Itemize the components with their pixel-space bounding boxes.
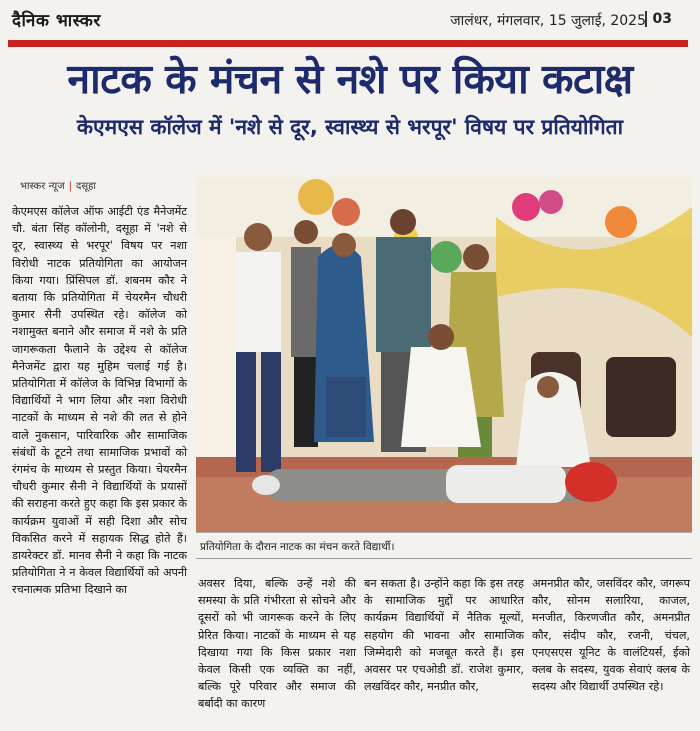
article-column-4: अमनप्रीत कौर, जसविंदर कौर, जगरूप कौर, सोनम सलारिया, काजल, मनजीत, किरणजीत कौर, अमनप्रीत कौर, संदीप कौर, रजनी, चंचल, एनएसएस यूनिट के वालंटियर्स, ईको क्लब के सदस्य, युवक सेवाएं क्लब के सदस्य और विद्यार्थी उपस्थित रहे। — [532, 577, 690, 694]
masthead — [8, 6, 694, 36]
byline-place: दसूहा — [76, 181, 96, 192]
column-divider — [196, 558, 692, 559]
newspaper-logo: दैनिक भास्कर — [12, 11, 101, 31]
article-column-2: अवसर दिया, बल्कि उन्हें नशे की समस्या के प्रति गंभीरता से सोचने और दूसरों को भी जागरूक करने के लिए प्रेरित किया। नाटकों के माध्यम से यह दिखाया गया कि किस प्रकार नशा केवल किसी एक व्यक्ति का नहीं, बल्कि पूरे परिवार और समाज की बर्बादी का कारण — [198, 577, 356, 711]
byline: भास्कर न्यूज | दसूहा — [20, 181, 96, 192]
article-column-1: केएमएस कॉलेज ऑफ आईटी एंड मैनेजमेंट चौ. बंता सिंह कॉलोनी, दसूहा में 'नशे से दूर, स्वास्थ्य से भरपूर' विषय पर नशा विरोधी नाटक प्रतियोगिता का आयोजन किया गया। प्रिंसिपल डॉ. शबनम कौर ने बताया कि प्रतियोगिता में चेयरमैन चौधरी कुमार सैनी उपस्थित रहे। कॉलेज को नशामुक्त बनाने और समाज में नशे के प्रति जागरूकता फैलाने के उद्देश्य से कॉलेज मैनेजमेंट द्वारा यह मुहिम चलाई गई है। प्रतियोगिता में कॉलेज के विभिन्न विभागों के विद्यार्थियों ने भाग लिया और नशा विरोधी नाटकों के माध्यम से नशे की लत से होने वाले नुकसान, पारिवारिक और सामाजिक संबंधों के टूटने तथा सामाजिक प्रभावों को रंगमंच के माध्यम से प्रस्तुत किया। चेयरमैन चौधरी कुमार सैनी ने विद्यार्थियों के प्रयासों की सराहना करते हुए कहा कि इस प्रकार के कार्यक्रम युवाओं में सही दिशा और सोच विकसित करने में सहायक सिद्ध होते हैं। डायरेक्टर डॉ. मानव सैनी ने कहा कि नाटक प्रतियोगिता ने न केवल विद्यार्थियों को अपनी रचनात्मक प्रतिभा दिखाने का — [12, 205, 187, 597]
dateline: जालंधर, मंगलवार, 15 जुलाई, 2025 — [450, 13, 646, 29]
news-photo — [196, 177, 692, 533]
subheadline: केएमएस कॉलेज में 'नशे से दूर, स्वास्थ्य से भरपूर' विषय पर प्रतियोगिता — [76, 115, 624, 139]
photo-caption: प्रतियोगिता के दौरान नाटक का मंचन करते विद्यार्थी। — [200, 541, 395, 553]
headline: नाटक के मंचन से नशे पर किया कटाक्ष — [67, 55, 633, 103]
byline-source: भास्कर न्यूज — [20, 181, 65, 192]
page-number: 03 — [645, 11, 672, 27]
header-rule — [8, 40, 688, 47]
article-column-3: बन सकता है। उन्होंने कहा कि इस तरह के सामाजिक मुद्दों पर आधारित कार्यक्रम विद्यार्थियों में नैतिक मूल्यों, सहयोग की भावना और सामाजिक जिम्मेदारी को मजबूत करते हैं। इस अवसर पर एचओडी डॉ. राजेश कुमार, लखविंदर कौर, मनप्रीत कौर, — [364, 577, 524, 694]
